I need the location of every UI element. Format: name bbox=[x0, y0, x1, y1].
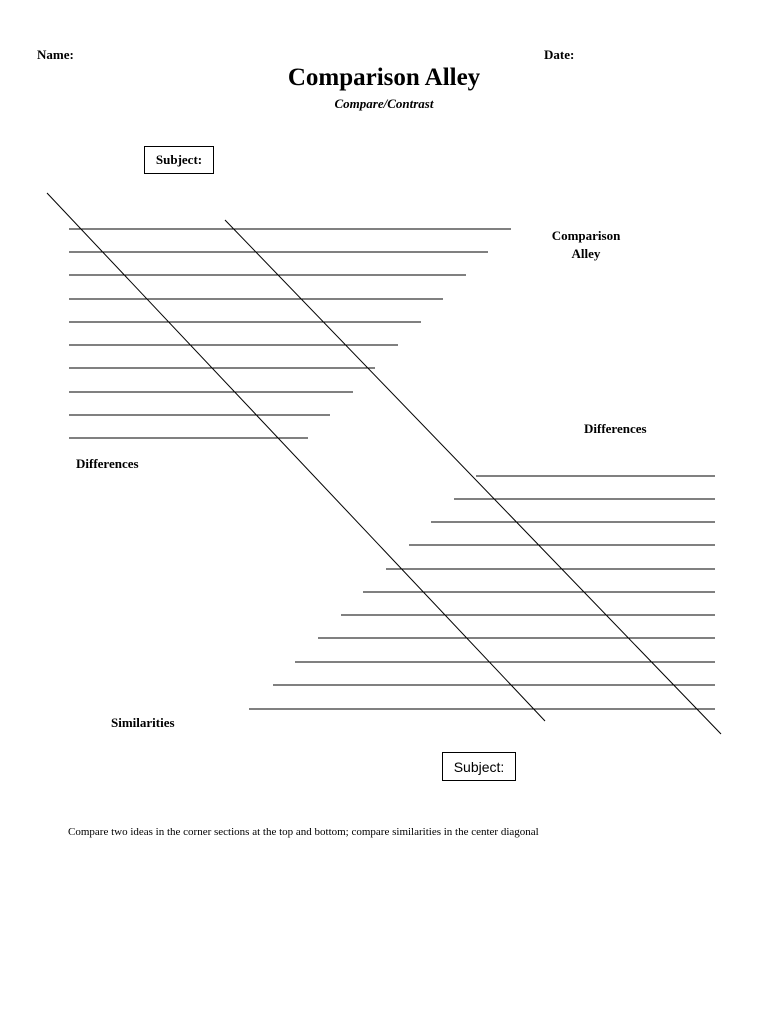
alley-diagonal-right bbox=[225, 220, 721, 734]
differences-left-label: Differences bbox=[76, 456, 139, 471]
alley-label-line1: Comparison bbox=[551, 228, 621, 243]
alley-diagonal-left bbox=[47, 193, 545, 721]
similarities-label: Similarities bbox=[111, 715, 175, 730]
subject-bottom-label: Subject: bbox=[453, 758, 505, 775]
page-subtitle: Compare/Contrast bbox=[334, 96, 434, 111]
name-label: Name: bbox=[37, 47, 74, 62]
bottom-right-writing-lines bbox=[249, 476, 715, 709]
alley-label-line2: Alley bbox=[571, 246, 601, 261]
top-left-writing-lines bbox=[69, 229, 511, 438]
page-title: Comparison Alley bbox=[287, 64, 481, 91]
date-label: Date: bbox=[544, 47, 575, 62]
subject-top-label: Subject: bbox=[155, 152, 203, 167]
instructions-text: Compare two ideas in the corner sections at the top and bottom; compare similarities in the center diagonal bbox=[68, 826, 539, 838]
subject-box-bottom[interactable] bbox=[442, 752, 516, 781]
differences-right-label: Differences bbox=[584, 421, 647, 436]
